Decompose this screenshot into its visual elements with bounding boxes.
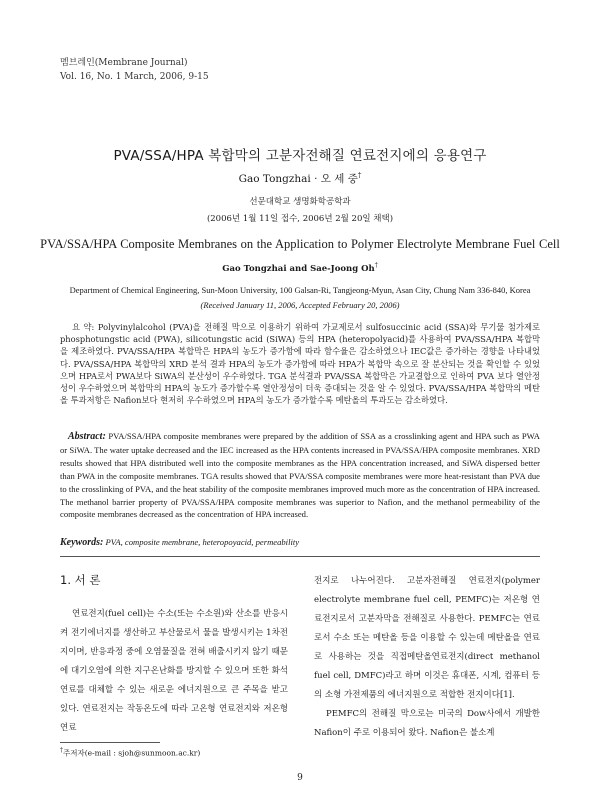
body-column-right: [314, 572, 540, 743]
journal-issue: Vol. 16, No. 1 March, 2006, 9-15: [60, 72, 209, 82]
received-date-english: (Received January 11, 2006, Accepted February 20, 2006): [200, 300, 400, 310]
abstract-korean: 요 약: Polyvinylalcohol (PVA)을 전해질 막으로 이용하기 위하여 가교제로서 sulfosuccinic acid (SSA)와 무기물 첨가제로 phosphotungstic acid (PWA), silicotungstic acid (SiWA) 등의 HPA (heteropolyacid)를 사용하여 PVA/SSA/HPA 복합막을 제조하였다. PVA/SSA/HPA 복합막은 HPA의 농도가 증가함에 따라 함수율은 감소하였으나 IEC값은 증가하는 경향을 나타내었다. PVA/SSA/HPA 복합막의 XRD 분석 결과 HPA의 농도가 증가함에 따라 HPA가 복합막 속으로 잘 분산되는 것을 확인할 수 있었으며 HPA로서 PWA보다 SiWA의 분산성이 우수하였다. TGA 분석결과 PVA/SSA 복합막은 가교결합으로 인하여 PVA 보다 열안정성이 우수하였으며 복합막의 HPA의 농도가 증가할수록 열안정성이 더욱 증대되는 것을 알 수 있었다. PVA/SSA/HPA 복합막의 메탄올 투과저항은 Nafion보다 현저히 우수하였으며 HPA의 농도가 증가할수록 메탄올의 투과도는 감소하였다.: [60, 322, 540, 406]
corresponding-author-mark-en: †: [374, 262, 378, 269]
received-date-korean: (2006년 1월 11일 접수, 2006년 2월 20일 채택): [206, 214, 394, 224]
footnote-divider: [60, 742, 160, 743]
paragraph-intro-2: PEMFC의 전해질 막으로는 미국의 Dow사에서 개발한 Nafion이 주로 이용되어 왔다. Nafion은 불소계: [314, 709, 540, 738]
page-number: 9: [297, 773, 303, 783]
section-heading-introduction: 1. 서 론: [60, 573, 101, 587]
footnote: [60, 747, 200, 759]
body-column-left: [60, 572, 288, 738]
keywords-label: Keywords:: [60, 537, 104, 548]
abstract-english: [60, 430, 540, 521]
paragraph-intro-1: 연료전지(fuel cell)는 수소(또는 수소원)와 산소를 반응시켜 전기에너지를 생산하고 부산물로서 물을 발생시키는 1차전지이며, 반응과정 중에 오염물질을 전혀 배출시키지 않기 때문에 대기오염에 의한 지구온난화를 방지할 수 있으며 또한 화석연료를 대체할 수 있는 새로운 에너지원으로 큰 주목을 받고 있다. 연료전지는 작동온도에 따라 고온형 연료전지와 저온형 연료: [60, 609, 288, 733]
footnote-mark: †: [60, 747, 63, 754]
authors-korean: [0, 171, 600, 186]
paragraph-intro-continued: 전지로 나누어진다. 고분자전해질 연료전지(polymer electrolyte membrane fuel cell, PEMFC)는 저온형 연료전지로서 고분자막을 전해질로 사용한다. PEMFC는 연료로서 수소 또는 메탄올 등을 이용할 수 있는데 메탄올을 연료로 사용하는 것을 직접메탄올연료전지(direct methanol fuel cell, DMFC)라고 하며 이것은 휴대폰, 시계, 컴퓨터 등의 소형 가전제품의 에너지원으로 적합한 전지이다[1].: [314, 576, 540, 700]
abstract-english-text: PVA/SSA/HPA composite membranes were prepared by the addition of SSA as a crosslinking agent and HPA such as PWA or SiWA. The water uptake decreased and the IEC increased as the HPA contents increased in PVA/SSA/HPA composite membranes. XRD results showed that HPA distributed well into the composite membranes as the HPA concentration increased, and SiWA dispersed better than PWA in the composite membranes. TGA results showed that PVA/SSA composite membranes were more heat-resistant than PVA due to the crosslinking of PVA, and the heat stability of the composite membranes improved much more as the concentration of HPA increased. The methanol barrier property of PVA/SSA/HPA composite membranes was superior to Nafion, and the methanol permeability of the composite membranes decreased as the concentration of HPA increased.: [60, 431, 540, 520]
title-korean: PVA/SSA/HPA 복합막의 고분자전해질 연료전지에의 응용연구: [113, 148, 487, 164]
abstract-label: Abstract:: [68, 431, 106, 442]
keywords-value: PVA, composite membrane, heteropoyacid, permeability: [105, 537, 300, 547]
section-divider: [60, 556, 540, 557]
authors-english-names: Gao Tongzhai and Sae-Joong Oh: [222, 263, 375, 274]
journal-name: 멤브레인(Membrane Journal): [60, 58, 188, 68]
authors-korean-names: Gao Tongzhai · 오 세 중: [238, 173, 358, 185]
authors-english: [0, 262, 600, 274]
corresponding-author-mark: †: [357, 171, 362, 180]
footnote-text: 주저자(e-mail : sjoh@sunmoon.ac.kr): [63, 748, 201, 758]
journal-header: [60, 56, 209, 84]
keywords: [60, 537, 540, 548]
title-english: PVA/SSA/HPA Composite Membranes on the Application to Polymer Electrolyte Membrane Fuel Cell: [40, 237, 560, 251]
affiliation-english: Department of Chemical Engineering, Sun-Moon University, 100 Galsan-Ri, Tangjeong-Myun, Asan City, Chung Nam 336-840, Korea: [69, 285, 531, 295]
affiliation-korean: 선문대학교 생명화학공학과: [249, 197, 351, 207]
